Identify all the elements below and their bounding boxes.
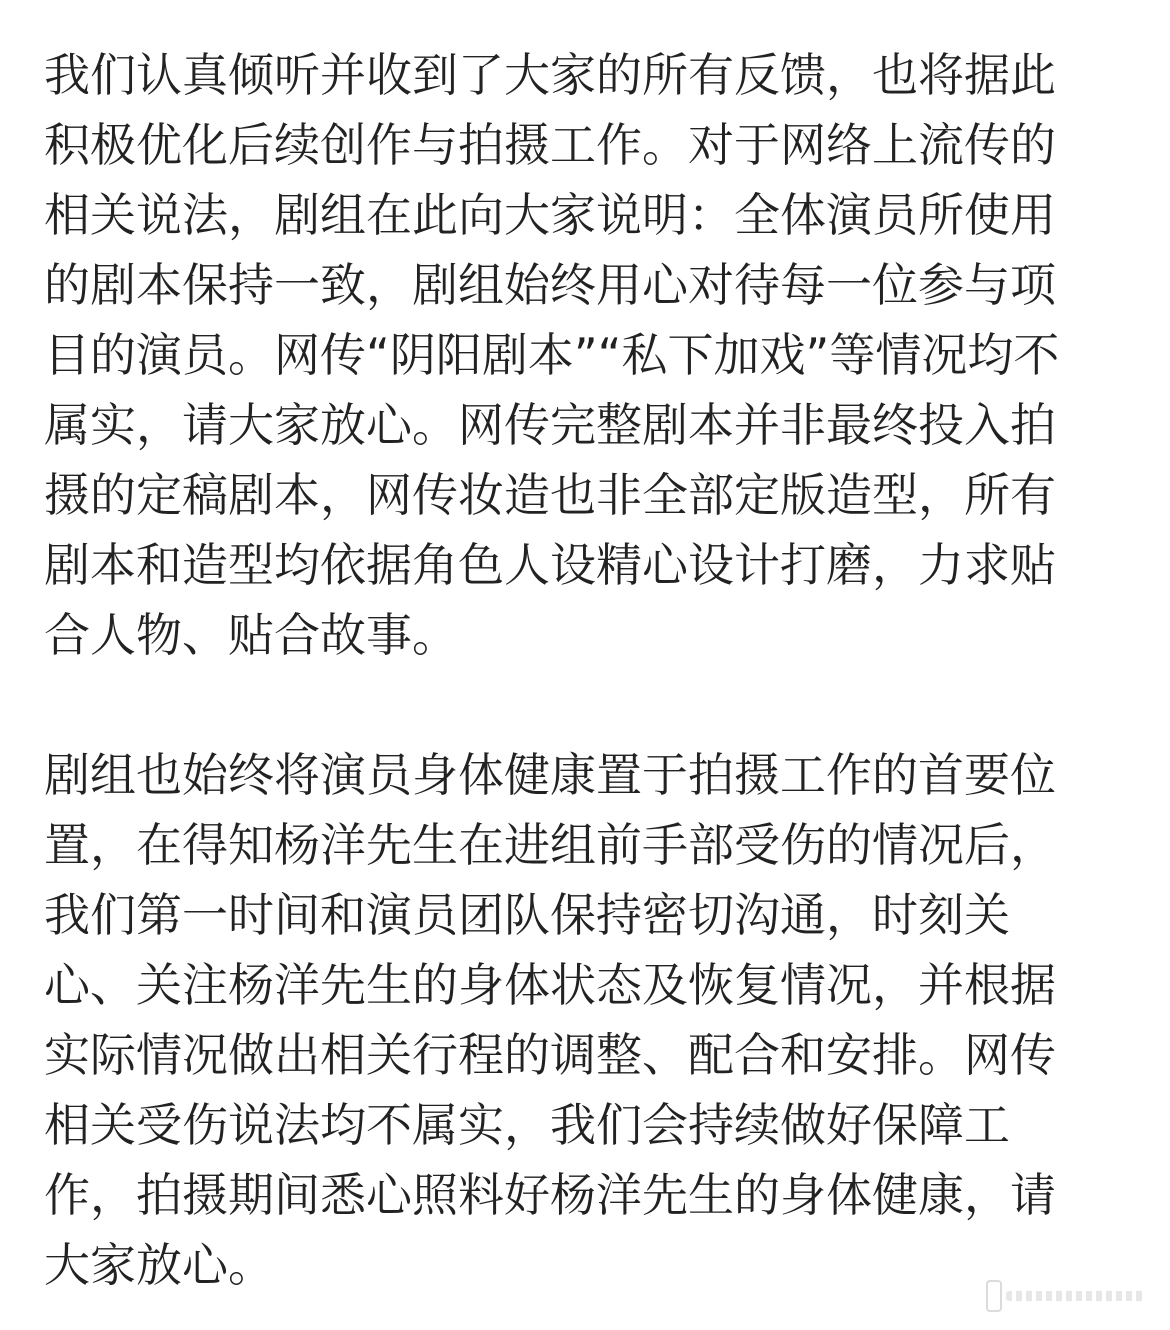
watermark [986,1280,1146,1312]
text-line: 合人物、贴合故事。 [44,608,458,662]
watermark-logo-icon [986,1280,1002,1312]
text-line: 置，在得知杨洋先生在进组前手部受伤的情况后， [44,818,1056,872]
text-line: 相关受伤说法均不属实，我们会持续做好保障工 [44,1098,1010,1152]
watermark-text-mark [1006,1291,1146,1301]
text-line: 作，拍摄期间悉心照料好杨洋先生的身体健康，请 [44,1168,1056,1222]
text-line: 我们第一时间和演员团队保持密切沟通，时刻关 [44,888,1010,942]
text-line: 我们认真倾听并收到了大家的所有反馈，也将据此 [44,48,1056,102]
text-line: 实际情况做出相关行程的调整、配合和安排。网传 [44,1028,1056,1082]
text-line: 大家放心。 [44,1238,274,1292]
text-line: 剧本和造型均依据角色人设精心设计打磨，力求贴 [44,538,1056,592]
text-line: 属实，请大家放心。网传完整剧本并非最终投入拍 [44,398,1056,452]
text-line: 的剧本保持一致，剧组始终用心对待每一位参与项 [44,258,1056,312]
paragraph-spacer [44,670,1134,740]
text-line: 积极优化后续创作与拍摄工作。对于网络上流传的 [44,118,1056,172]
text-line: 摄的定稿剧本，网传妆造也非全部定版造型，所有 [44,468,1056,522]
text-line: 目的演员。网传“阴阳剧本”“私下加戏”等情况均不 [44,328,1060,382]
text-line: 相关说法，剧组在此向大家说明：全体演员所使用 [44,188,1056,242]
paragraph-health [44,740,1134,1300]
text-line: 剧组也始终将演员身体健康置于拍摄工作的首要位 [44,748,1056,802]
paragraph-feedback [44,40,1134,670]
statement-document [44,40,1134,1300]
text-line: 心、关注杨洋先生的身体状态及恢复情况，并根据 [44,958,1056,1012]
